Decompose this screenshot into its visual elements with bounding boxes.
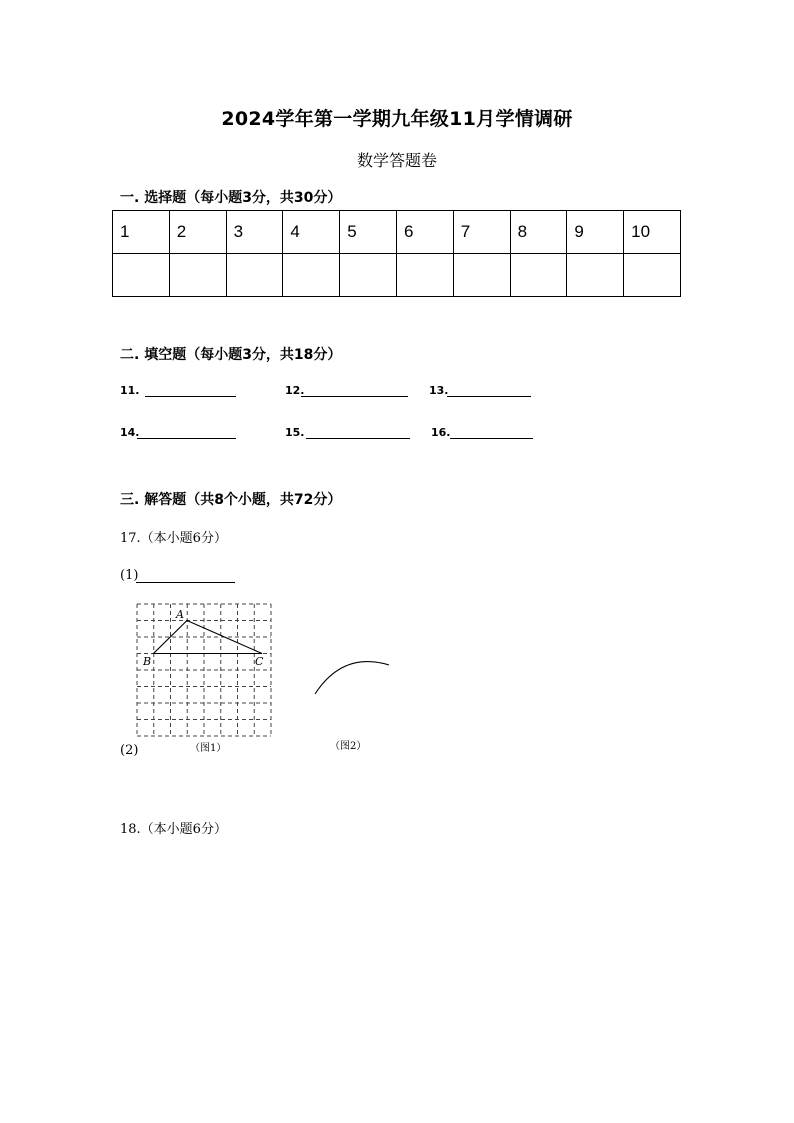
question-17-part2-label: (2)	[120, 743, 139, 758]
question-18-label: 18.（本小题6分）	[120, 822, 227, 837]
blank-label-13: 13.	[429, 384, 449, 397]
answer-number: 10	[624, 211, 681, 254]
section-heading-choice: 一. 选择题（每小题3分，共30分）	[120, 190, 342, 206]
blank-label-14: 14.	[120, 426, 140, 439]
answer-number: 7	[453, 211, 510, 254]
answer-number: 8	[510, 211, 567, 254]
point-label-a: A	[176, 608, 184, 621]
figure-2-arc	[315, 662, 389, 694]
answer-number: 2	[169, 211, 226, 254]
blank-label-12: 12.	[285, 384, 305, 397]
answer-number: 5	[340, 211, 397, 254]
answer-number: 4	[283, 211, 340, 254]
answer-number: 1	[113, 211, 170, 254]
page-subtitle: 数学答题卷	[356, 151, 437, 170]
point-label-b: B	[143, 655, 152, 668]
answer-number: 6	[396, 211, 453, 254]
figure-1-caption: （图1）	[190, 743, 227, 754]
question-17-part1-label: (1)	[120, 568, 139, 583]
answer-number: 9	[567, 211, 624, 254]
section-heading-fill: 二. 填空题（每小题3分，共18分）	[120, 347, 342, 363]
point-label-c: C	[255, 655, 264, 668]
answer-number: 3	[226, 211, 283, 254]
blank-label-16: 16.	[431, 426, 451, 439]
section-heading-solve: 三. 解答题（共8个小题，共72分）	[120, 492, 342, 508]
dashed-grid	[137, 604, 271, 736]
question-17-label: 17.（本小题6分）	[120, 531, 227, 546]
page-title: 2024学年第一学期九年级11月学情调研	[221, 108, 573, 130]
blank-label-11: 11.	[120, 384, 140, 397]
blank-label-15: 15.	[285, 426, 305, 439]
figure-2-caption: （图2）	[330, 741, 367, 752]
